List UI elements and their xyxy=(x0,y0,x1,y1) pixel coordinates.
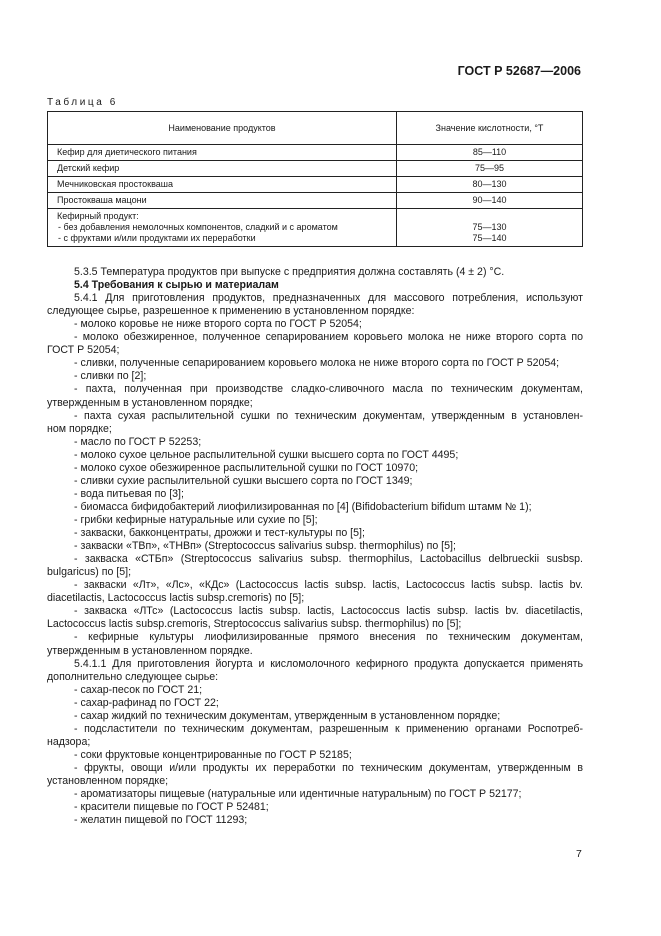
text-line: - подсластители по техническим документам, разрешенным к применению органами Роспотреб- xyxy=(74,722,583,735)
text-line: bulgaricus) по [5]; xyxy=(47,566,132,579)
table-row xyxy=(48,145,583,161)
product-name-line: Детский кефир xyxy=(57,163,120,173)
acidity-value-cell xyxy=(397,193,583,209)
text-line: утвержденным в установленном порядке; xyxy=(47,396,253,409)
column-header-acidity: Значение кислотности, °Т xyxy=(397,112,583,145)
table-row xyxy=(48,209,583,247)
product-name-line: - без добавления немолочных компонентов, сладкий и с ароматом xyxy=(58,222,338,232)
acidity-value xyxy=(397,211,582,222)
product-name-cell xyxy=(48,193,397,209)
text-line: - пахта сухая распылительной сушки по техническим документам, утвержденным в установлен- xyxy=(74,409,583,422)
text-line: - масло по ГОСТ Р 52253; xyxy=(74,435,202,448)
text-line: - закваска «ЛТс» (Lactococcus lactis subsp. lactis, Lactococcus lactis subsp. lactis bv. diacetilactis, xyxy=(74,605,583,618)
product-name-cell xyxy=(48,177,397,193)
text-line: diacetilactis, Lactococcus lactis subsp.cremoris) по [5]; xyxy=(47,592,305,605)
text-line: - сахар жидкий по техническим документам, утвержденным в установленном порядке; xyxy=(74,709,501,722)
text-line: - соки фруктовые концентрированные по ГОСТ Р 52185; xyxy=(74,748,352,761)
page-number: 7 xyxy=(576,848,582,860)
text-line: - фрукты, овощи и/или продукты их переработки по техническим документам, утвержденным в xyxy=(74,761,583,774)
product-name-line: Кефир для диетического питания xyxy=(57,147,197,157)
acidity-value: 80—130 xyxy=(472,179,507,189)
text-line: - пахта, полученная при производстве сладко-сливочного масла по техническим документам, xyxy=(74,383,583,396)
table-row xyxy=(48,161,583,177)
acidity-value: 75—140 xyxy=(472,233,507,243)
text-line: 5.4.1.1 Для приготовления йогурта и кисломолочного кефирного продукта допускается применять xyxy=(74,657,583,670)
acidity-table xyxy=(47,111,583,247)
acidity-value: 75—130 xyxy=(472,222,507,232)
text-line: дополнительно следующее сырье: xyxy=(47,670,219,683)
acidity-value: 85—110 xyxy=(472,147,507,157)
document-id-header: ГОСТ Р 52687—2006 xyxy=(457,64,581,78)
product-name-line: - с фруктами и/или продуктами их переработки xyxy=(58,233,256,243)
text-line: - грибки кефирные натуральные или сухие по [5]; xyxy=(74,514,318,526)
text-line: - сливки по [2]; xyxy=(74,370,147,383)
table-row xyxy=(48,193,583,209)
product-name-cell xyxy=(48,145,397,161)
table-row xyxy=(48,177,583,193)
text-line: - закваски, бакконцентраты, дрожжи и тест-культуры по [5]; xyxy=(74,527,365,539)
text-line: - сливки сухие распылительной сушки высшего сорта по ГОСТ 1349; xyxy=(74,474,413,487)
acidity-value-cell xyxy=(397,209,583,247)
text-line: - закваски «ТВп», «ТНВп» (Streptococcus salivarius subsp. thermophilus) по [5]; xyxy=(74,540,456,552)
text-line: - молоко сухое обезжиренное распылительной сушки по ГОСТ 10970; xyxy=(74,461,419,474)
product-name-line: Простокваша мацони xyxy=(57,195,147,205)
product-name-line: Кефирный продукт: xyxy=(57,211,139,221)
text-line: - молоко обезжиренное, полученное сепарированием коровьего молока не ниже второго сорта по xyxy=(74,331,583,344)
text-line: следующее сырье, разрешенное к применению в установленном порядке: xyxy=(47,305,415,318)
table-header-row xyxy=(48,112,583,145)
text-line: - вода питьевая по [3]; xyxy=(74,487,184,500)
text-line: - сливки, полученные сепарированием коровьего молока не ниже второго сорта по ГОСТ Р 52054; xyxy=(74,357,560,370)
text-line: - биомасса бифидобактерий лиофилизированная по [4] (Bifidobacterium bifidum штамм № 1); xyxy=(74,500,532,513)
table-caption: Таблица 6 xyxy=(47,97,118,108)
acidity-value-cell xyxy=(397,145,583,161)
text-line: 5.3.5 Температура продуктов при выпуске с предприятия должна составлять (4 ± 2) °С. xyxy=(74,266,505,278)
text-line: Lactococcus lactis subsp.cremoris, Streptococcus salivarius subsp. thermophilus) по [5]; xyxy=(47,618,462,631)
text-line: 5.4 Требования к сырью и материалам xyxy=(74,279,279,292)
text-line: - кефирные культуры лиофилизированные прямого внесения по техническим документам, xyxy=(74,631,583,644)
text-line: - желатин пищевой по ГОСТ 11293; xyxy=(74,814,248,827)
text-line: ГОСТ Р 52054; xyxy=(47,344,120,357)
acidity-value: 90—140 xyxy=(472,195,507,205)
acidity-value-cell xyxy=(397,177,583,193)
text-line: установленном порядке; xyxy=(47,775,169,787)
text-line: - сахар-рафинад по ГОСТ 22; xyxy=(74,696,219,709)
acidity-value-cell xyxy=(397,161,583,177)
product-name-line: Мечниковская простокваша xyxy=(57,179,173,189)
text-line: - закваски «Лт», «Лс», «КДс» (Lactococcus lactis subsp. lactis, Lactococcus lactis subsp. lactis bv. xyxy=(74,579,583,592)
text-line: - молоко коровье не ниже второго сорта по ГОСТ Р 52054; xyxy=(74,318,362,331)
column-header-product: Наименование продуктов xyxy=(48,112,397,145)
text-line: - молоко сухое цельное распылительной сушки высшего сорта по ГОСТ 4495; xyxy=(74,448,459,461)
product-name-cell xyxy=(48,209,397,247)
text-line: - закваска «СТБп» (Streptococcus salivarius subsp. thermophilus, Lactobacillus delbrueckii susbsp. xyxy=(74,553,583,566)
text-line: - красители пищевые по ГОСТ Р 52481; xyxy=(74,801,269,814)
text-line: надзора; xyxy=(47,735,91,748)
text-line: 5.4.1 Для приготовления продуктов, предназначенных для массового потребления, используют xyxy=(74,292,583,305)
product-name-cell xyxy=(48,161,397,177)
acidity-value: 75—95 xyxy=(474,163,505,173)
text-line: ном порядке; xyxy=(47,422,112,435)
text-line: - сахар-песок по ГОСТ 21; xyxy=(74,683,203,696)
text-line: утвержденным в установленном порядке. xyxy=(47,644,253,657)
text-line: - ароматизаторы пищевые (натуральные или идентичные натуральным) по ГОСТ Р 52177; xyxy=(74,788,522,800)
